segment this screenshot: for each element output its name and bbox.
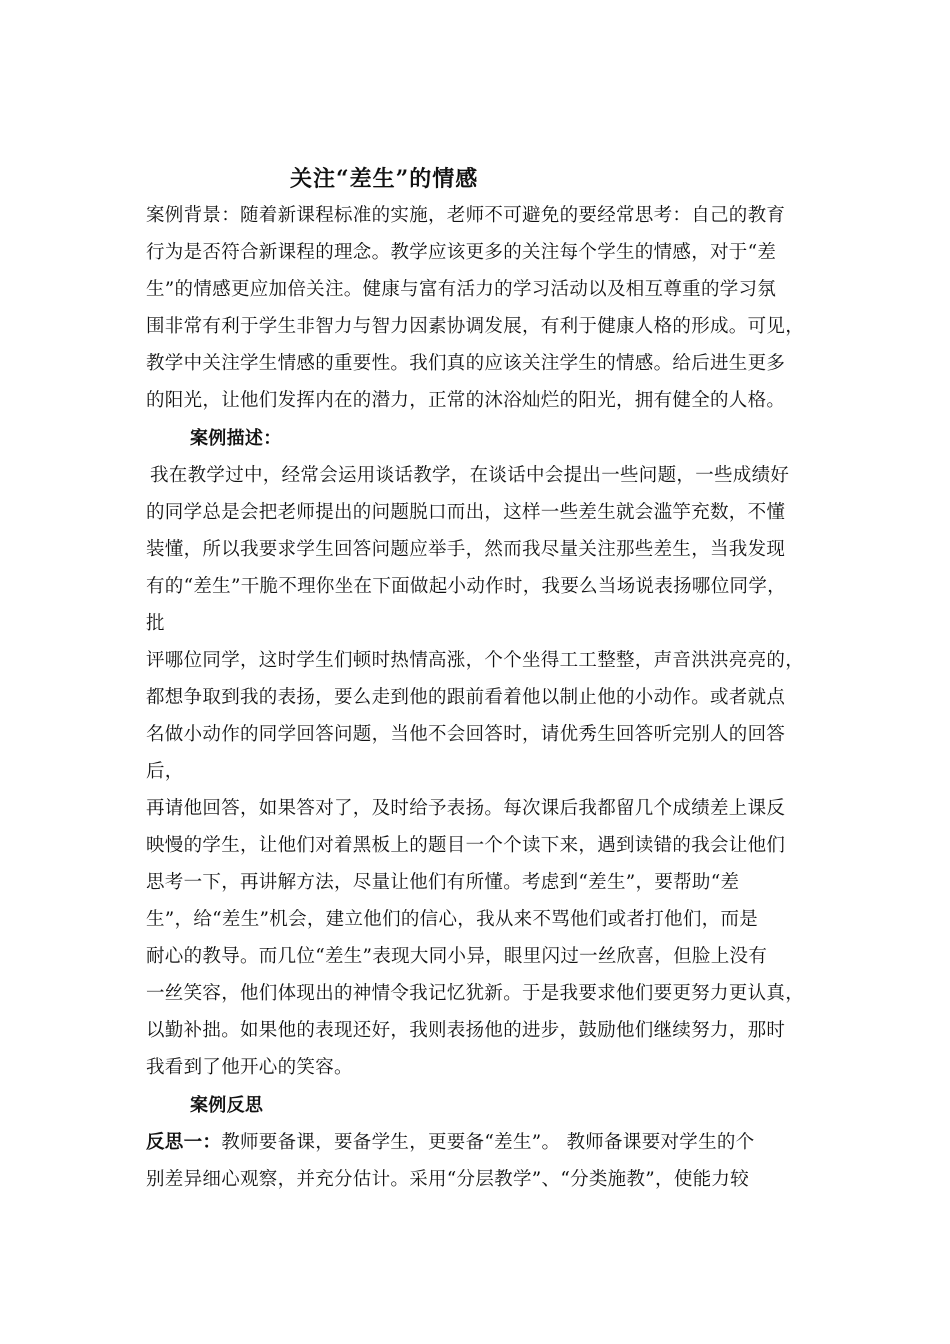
description-line: 装懂，所以我要求学生回答问题应举手，然而我尽量关注那些差生，当我发现 (146, 539, 786, 560)
background-line: 围非常有利于学生非智力与智力因素协调发展，有利于健康人格的形成。可见， (146, 316, 805, 337)
document-title: 关注“差生”的情感 (290, 166, 479, 192)
background-line: 生”的情感更应加倍关注。健康与富有活力的学习活动以及相互尊重的学习氛 (146, 279, 777, 300)
description-line: 我在教学过中，经常会运用谈话教学，在谈话中会提出一些问题，一些成绩好 (150, 465, 790, 486)
reflection-line (146, 1131, 755, 1155)
background-line: 的阳光，让他们发挥内在的潜力，正常的沐浴灿烂的阳光，拥有健全的人格。 (146, 390, 786, 411)
description-line: 名做小动作的同学回答问题，当他不会回答时，请优秀生回答听完别人的回答 (146, 724, 786, 745)
reflection-line: 别差异细心观察，并充分估计。采用“分层教学”、“分类施教”，使能力较 (146, 1169, 750, 1190)
reflection-first-line-text: 教师要备课，要备学生，更要备“差生”。 教师备课要对学生的个 (221, 1132, 755, 1153)
description-line: 思考一下，再讲解方法，尽量让他们有所懂。考虑到“差生”，要帮助“差 (146, 872, 740, 893)
background-line: 行为是否符合新课程的理念。教学应该更多的关注每个学生的情感，对于“差 (146, 242, 777, 263)
description-heading: 案例描述： (190, 428, 282, 449)
description-line: 我看到了他开心的笑容。 (146, 1057, 353, 1078)
description-line: 的同学总是会把老师提出的问题脱口而出，这样一些差生就会滥竽充数，不懂 (146, 502, 786, 523)
description-line: 生”，给“差生”机会，建立他们的信心，我从来不骂他们或者打他们，而是 (146, 909, 759, 930)
background-line: 教学中关注学生情感的重要性。我们真的应该关注学生的情感。给后进生更多 (146, 353, 786, 374)
description-line: 一丝笑容，他们体现出的神情令我记忆犹新。于是我要求他们要更努力更认真， (146, 983, 805, 1004)
description-line: 以勤补拙。如果他的表现还好，我则表扬他的进步，鼓励他们继续努力，那时 (146, 1020, 786, 1041)
description-line: 批 (146, 613, 165, 634)
description-line: 有的“差生”干脆不理你坐在下面做起小动作时，我要么当场说表扬哪位同学， (146, 576, 786, 597)
description-line: 映慢的学生，让他们对着黑板上的题目一个个读下来，遇到读错的我会让他们 (146, 835, 786, 856)
background-line: 案例背景：随着新课程标准的实施，老师不可避免的要经常思考：自己的教育 (146, 205, 786, 226)
description-line: 再请他回答，如果答对了，及时给予表扬。每次课后我都留几个成绩差上课反 (146, 798, 786, 819)
description-line: 后， (146, 761, 184, 782)
description-line: 评哪位同学，这时学生们顿时热情高涨，个个坐得工工整整，声音洪洪亮亮的， (146, 650, 805, 671)
description-line: 耐心的教导。而几位“差生”表现大同小异，眼里闪过一丝欣喜，但脸上没有 (146, 946, 768, 967)
reflection-heading: 案例反思 (190, 1095, 264, 1116)
description-line: 都想争取到我的表扬，要么走到他的跟前看着他以制止他的小动作。或者就点 (146, 687, 786, 708)
reflection-lead: 反思一： (146, 1132, 222, 1153)
